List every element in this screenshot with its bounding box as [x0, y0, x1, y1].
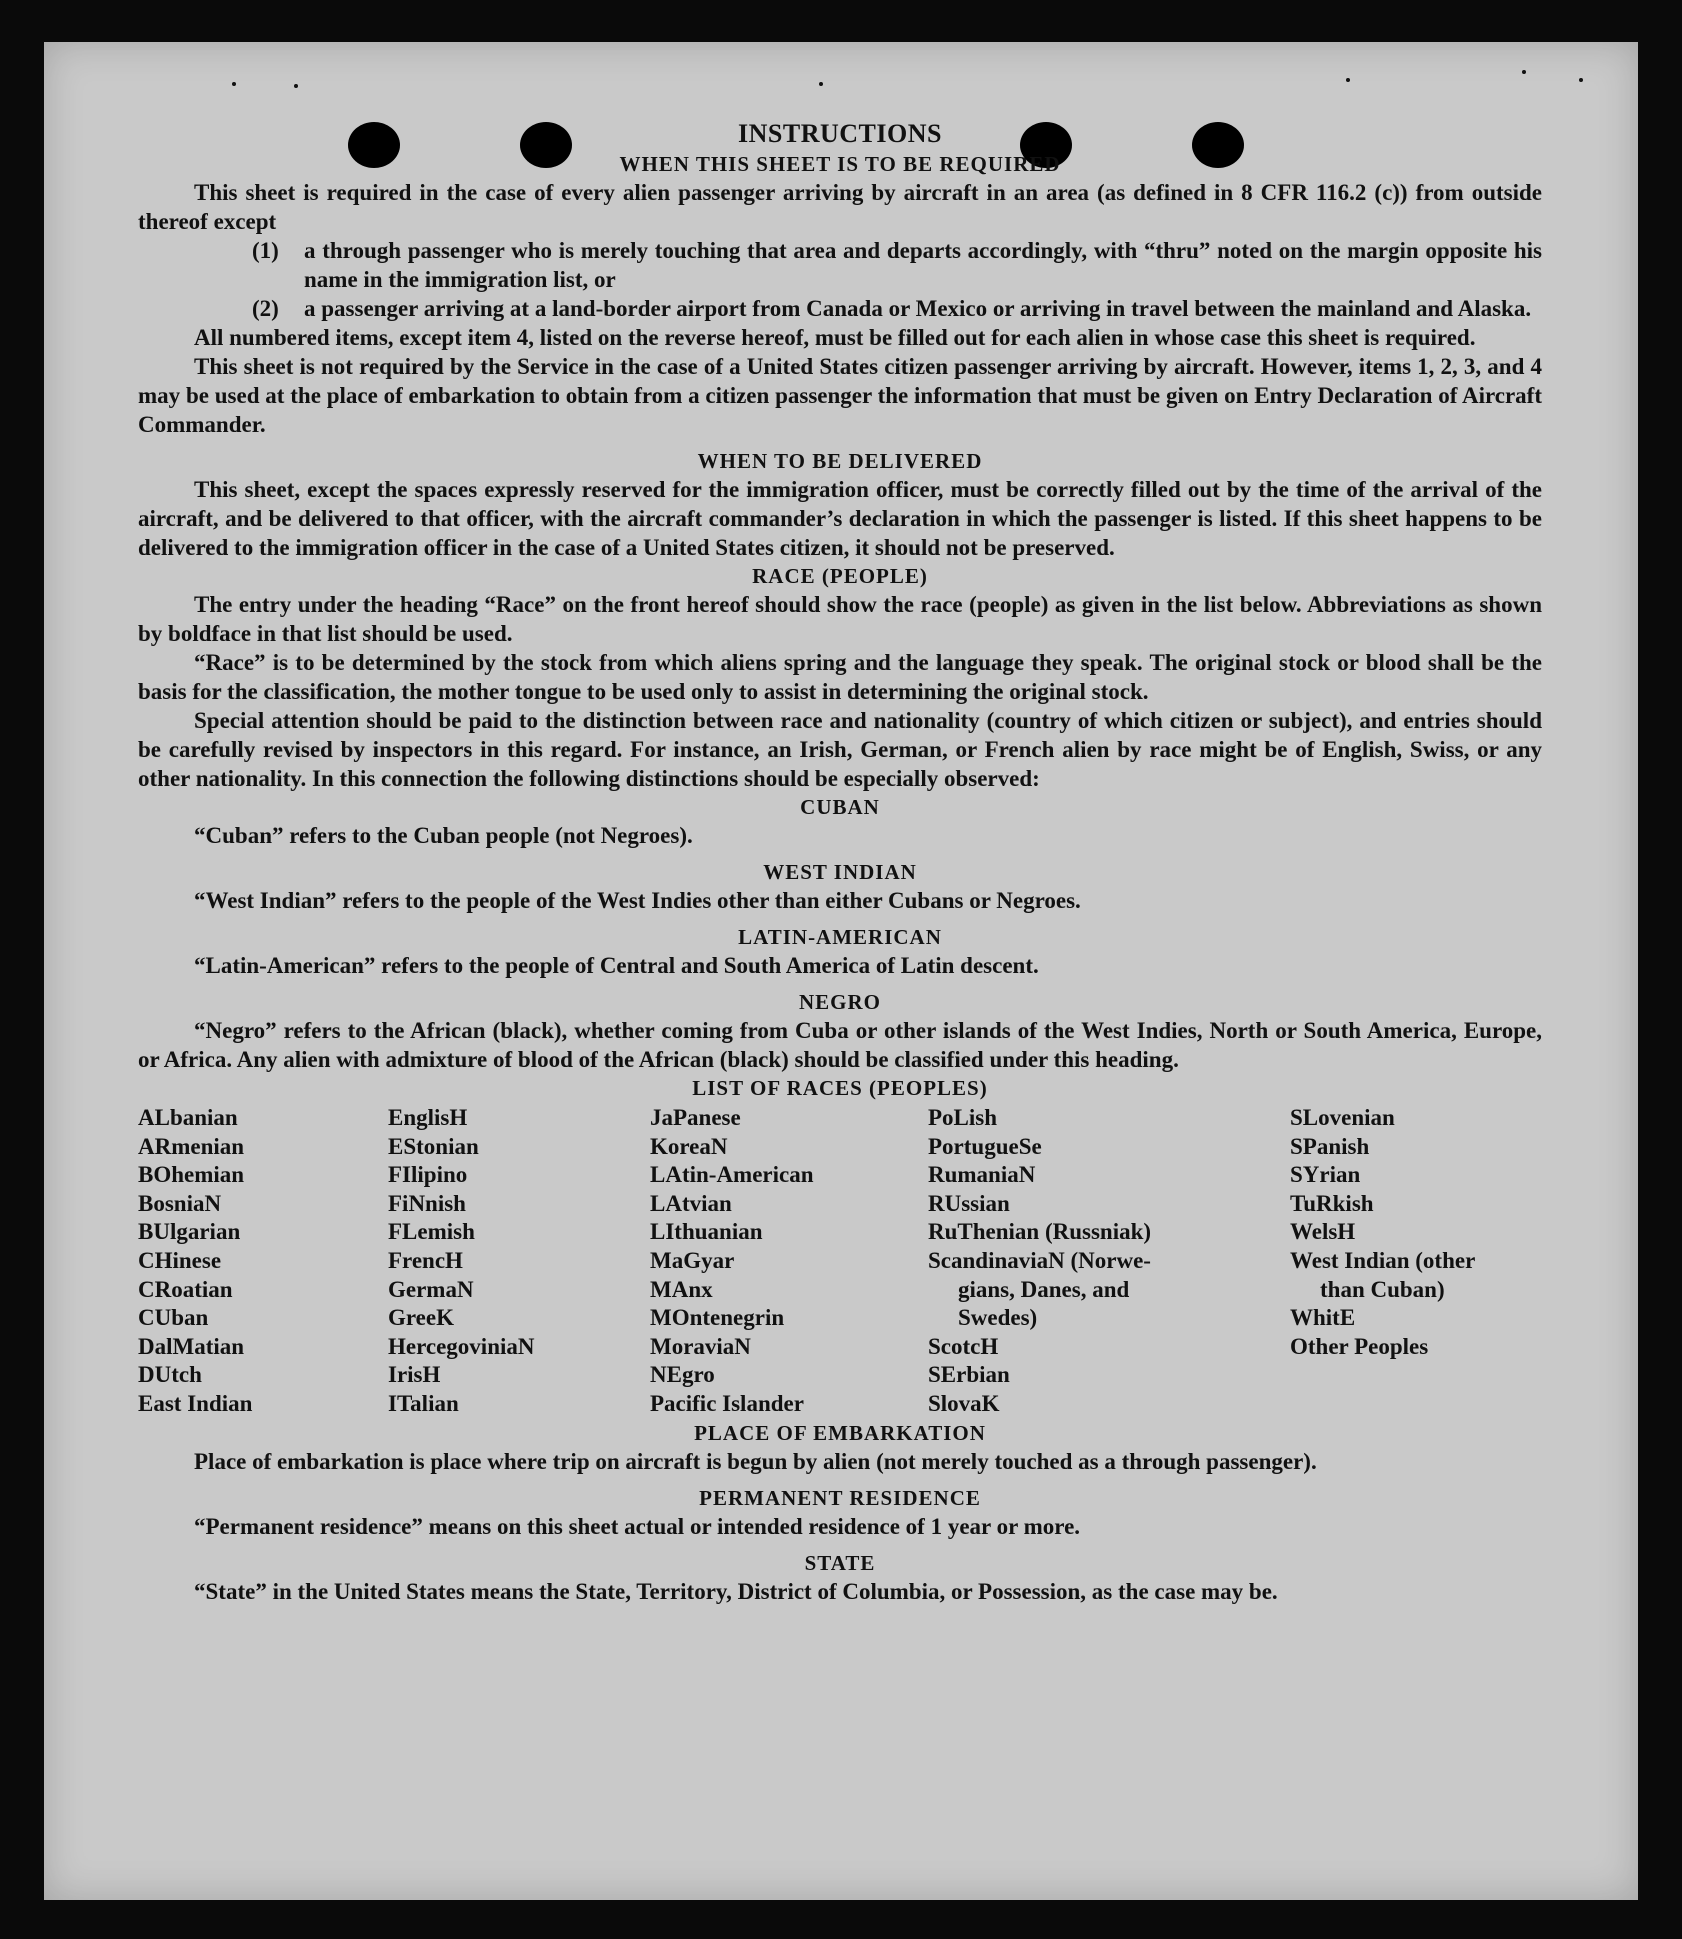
- race-entry: GermaN: [388, 1276, 474, 1302]
- west-indian-text: “West Indian” refers to the people of the West Indies other than either Cubans or Negroes.: [194, 888, 1081, 913]
- scan-speck: [232, 82, 236, 86]
- race-entry: East Indian: [138, 1390, 253, 1416]
- race-entry: IrisH: [388, 1362, 441, 1388]
- race-entry: DUtch: [138, 1362, 202, 1388]
- race-entry: West Indian (other: [1290, 1247, 1476, 1273]
- race-entry: LIthuanian: [650, 1219, 763, 1245]
- race-entry-continued: than Cuban): [1320, 1276, 1445, 1302]
- race-entry: LAtin-American: [650, 1162, 814, 1188]
- negro-text: “Negro” refers to the African (black), whether coming from Cuba or other islands of the West Indies, North or South America, Europe, or Africa. Any alien with admixture of blood of the African (black) should be classified under this heading.: [138, 1018, 1542, 1072]
- race-entry: WelsH: [1290, 1219, 1356, 1245]
- race-entry: MAnx: [650, 1276, 713, 1302]
- race-entry: RuThenian (Russniak): [928, 1219, 1152, 1245]
- scan-speck: [294, 84, 298, 88]
- race-para-1: The entry under the heading “Race” on the front hereof should show the race (people) as given in the list below. Abbreviations as shown by boldface in that list should be used.: [138, 592, 1542, 646]
- race-entry: MoraviaN: [650, 1333, 751, 1359]
- race-column: [650, 1104, 928, 1419]
- exception-number: (2): [252, 296, 279, 321]
- race-entry: FLemish: [388, 1219, 475, 1245]
- race-entry: RUssian: [928, 1190, 1010, 1216]
- exception-item: [252, 236, 1542, 294]
- exception-text: a through passenger who is merely touching that area and departs accordingly, with “thru” noted on the margin opposite his name in the immigration list, or: [304, 238, 1542, 292]
- race-entry: LAtvian: [650, 1190, 732, 1216]
- latin-american-text: “Latin-American” refers to the people of Central and South America of Latin descent.: [194, 953, 1039, 978]
- instructions-body: [138, 118, 1542, 1606]
- race-entry: SErbian: [928, 1362, 1010, 1388]
- residence-text: “Permanent residence” means on this sheet actual or intended residence of 1 year or more.: [194, 1513, 1081, 1539]
- race-entry: NEgro: [650, 1362, 715, 1388]
- heading-race: RACE (PEOPLE): [752, 564, 928, 588]
- race-entry: ITalian: [388, 1390, 459, 1416]
- scan-speck: [1522, 70, 1526, 74]
- state-text: “State” in the United States means the State, Territory, District of Columbia, or Possession, as the case may be.: [194, 1578, 1278, 1604]
- race-entry: DalMatian: [138, 1333, 245, 1359]
- race-entry: KoreaN: [650, 1133, 728, 1159]
- race-entry: FiNnish: [388, 1190, 466, 1216]
- race-para-3: Special attention should be paid to the distinction between race and nationality (country of which citizen or subject), and entries should be carefully revised by inspectors in this regard. For instance, an Irish, German, or French alien by race might be of English, Swiss, or any other nationality. In this connection the following distinctions should be especially observed:: [138, 708, 1542, 791]
- heading-list-of-races: LIST OF RACES (PEOPLES): [692, 1076, 988, 1100]
- race-entry: HercegoviniaN: [388, 1333, 535, 1359]
- race-para-2: “Race” is to be determined by the stock from which aliens spring and the language they speak. The original stock or blood shall be the basis for the classification, the mother tongue to be used only to assist in determining the original stock.: [138, 650, 1542, 704]
- race-entry: BOhemian: [138, 1162, 245, 1188]
- exceptions-list: [138, 236, 1542, 323]
- scan-speck: [1346, 78, 1350, 82]
- race-entry: CHinese: [138, 1247, 222, 1273]
- exception-item: [252, 294, 1542, 323]
- scan-speck: [819, 82, 823, 86]
- heading-permanent-residence: PERMANENT RESIDENCE: [699, 1485, 981, 1510]
- race-entry: ARmenian: [138, 1133, 245, 1159]
- race-entry: SLovenian: [1290, 1105, 1395, 1130]
- race-entry: ScandinaviaN (Norwe-: [928, 1247, 1151, 1273]
- race-entry-continued: gians, Danes, and: [958, 1276, 1130, 1302]
- race-entry: SPanish: [1290, 1133, 1370, 1159]
- race-entry: RumaniaN: [928, 1162, 1036, 1188]
- heading-west-indian: WEST INDIAN: [763, 860, 917, 884]
- race-entry: FIlipino: [388, 1162, 468, 1188]
- embarkation-text: Place of embarkation is place where trip on aircraft is begun by alien (not merely touched as a through passenger).: [194, 1448, 1317, 1474]
- race-entry: FrencH: [388, 1247, 463, 1273]
- exception-text: a passenger arriving at a land-border airport from Canada or Mexico or arriving in travel between the mainland and Alaska.: [304, 296, 1532, 321]
- delivered-text: This sheet, except the spaces expressly reserved for the immigration officer, must be correctly filled out by the time of the arrival of the aircraft, and be delivered to that officer, with the aircraft commander’s declaration in which the passenger is listed. If this sheet happens to be delivered to the immigration officer in the case of a United States citizen, it should not be preserved.: [138, 477, 1542, 560]
- race-entry: ALbanian: [138, 1105, 238, 1130]
- race-entry: SYrian: [1290, 1162, 1361, 1188]
- race-entry-continued: Swedes): [958, 1305, 1038, 1331]
- heading-when-required: WHEN THIS SHEET IS TO BE REQUIRED: [619, 152, 1061, 176]
- race-entry: CRoatian: [138, 1276, 233, 1302]
- race-entry: BosniaN: [138, 1190, 222, 1216]
- required-numbered-items: All numbered items, except item 4, listed on the reverse hereof, must be filled out for each alien in whose case this sheet is required.: [194, 325, 1476, 350]
- heading-embarkation: PLACE OF EMBARKATION: [694, 1420, 986, 1445]
- race-entry: EStonian: [388, 1133, 479, 1159]
- race-entry: TuRkish: [1290, 1190, 1374, 1216]
- heading-negro: NEGRO: [798, 990, 881, 1014]
- race-column: [1290, 1104, 1542, 1419]
- race-entry: JaPanese: [650, 1105, 741, 1130]
- required-citizen-note: This sheet is not required by the Service in the case of a United States citizen passenger arriving by aircraft. However, items 1, 2, 3, and 4 may be used at the place of embarkation to obtain from a citizen passenger the information that must be given on Entry Declaration of Aircraft Commander.: [138, 354, 1542, 437]
- heading-state: STATE: [804, 1550, 876, 1575]
- race-entry: EnglisH: [388, 1105, 468, 1130]
- scan-speck: [1579, 78, 1583, 82]
- race-entry: PoLish: [928, 1105, 998, 1130]
- race-column: [138, 1104, 388, 1419]
- race-entry: WhitE: [1290, 1305, 1356, 1331]
- race-entry: ScotcH: [928, 1333, 999, 1359]
- race-column: [928, 1104, 1290, 1419]
- race-entry: Pacific Islander: [650, 1390, 804, 1416]
- page-title: INSTRUCTIONS: [738, 119, 942, 148]
- exception-number: (1): [252, 238, 279, 263]
- race-entry: CUban: [138, 1305, 209, 1331]
- race-entry: MaGyar: [650, 1247, 735, 1273]
- cuban-text: “Cuban” refers to the Cuban people (not Negroes).: [194, 823, 693, 848]
- heading-cuban: CUBAN: [800, 795, 880, 819]
- race-entry: PortugueSe: [928, 1133, 1042, 1159]
- required-intro: This sheet is required in the case of every alien passenger arriving by aircraft in an area (as defined in 8 CFR 116.2 (c)) from outside thereof except: [138, 180, 1542, 234]
- race-entry: BUlgarian: [138, 1219, 241, 1245]
- race-entry: GreeK: [388, 1305, 454, 1331]
- race-entry: MOntenegrin: [650, 1305, 785, 1331]
- heading-when-delivered: WHEN TO BE DELIVERED: [697, 449, 983, 473]
- race-entry: Other Peoples: [1290, 1333, 1429, 1359]
- race-entry: SlovaK: [928, 1390, 1000, 1416]
- race-list: [138, 1104, 1542, 1419]
- heading-latin-american: LATIN-AMERICAN: [738, 925, 942, 949]
- race-column: [388, 1104, 650, 1419]
